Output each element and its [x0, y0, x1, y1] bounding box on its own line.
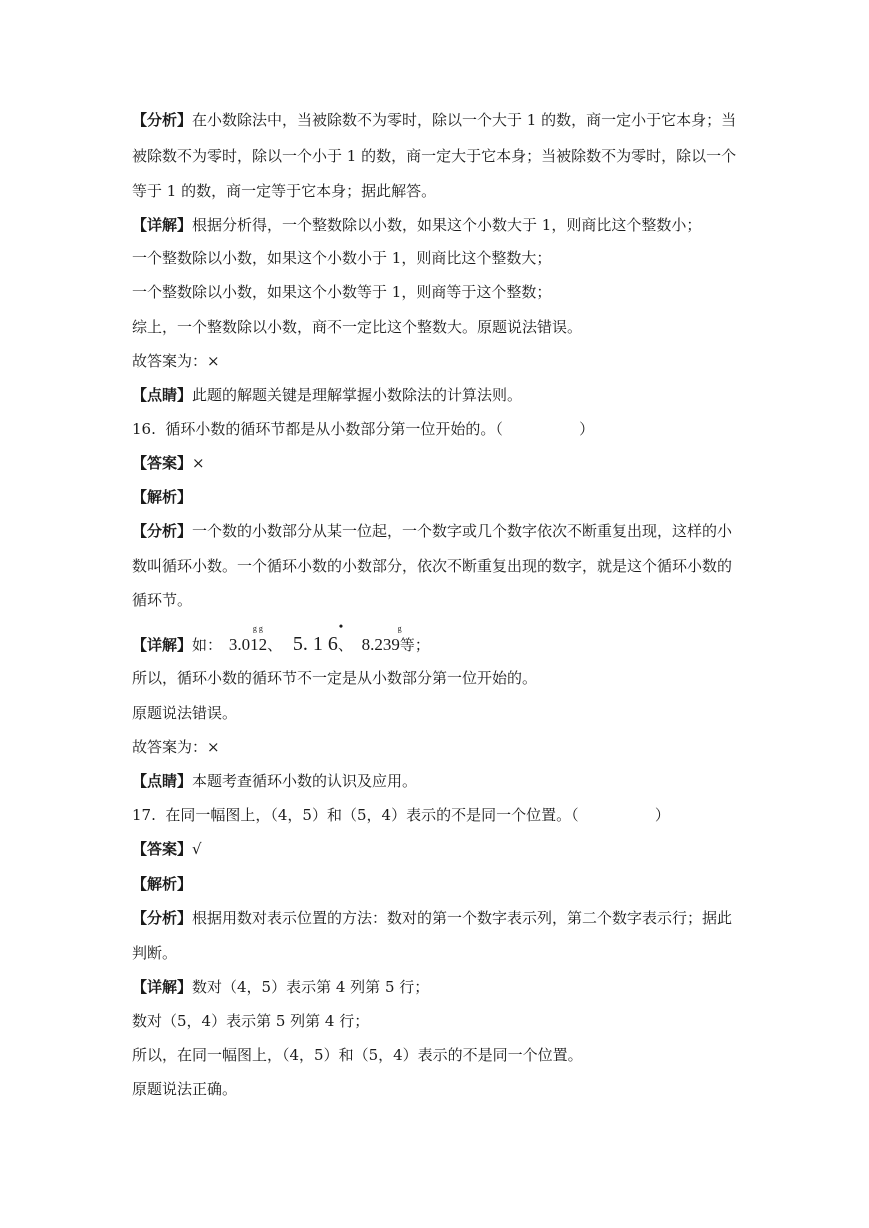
line-text: 根据分析得，一个整数除以小数，如果这个小数大于 1，则商比这个整数小；: [192, 216, 702, 234]
text-line: [132, 874, 742, 894]
decimal-digits: 5. 1 6: [292, 633, 338, 655]
question-text: 17. 在同一幅图上，（4，5）和（5，4）表示的不是同一个位置。（ ）: [132, 806, 670, 824]
text-line: [132, 351, 742, 371]
repeating-decimal-2: [292, 619, 344, 655]
text-line: [132, 1045, 742, 1065]
repeat-marks: g g: [252, 624, 263, 633]
question-text: 16. 循环小数的循环节都是从小数部分第一位开始的。（ ）: [132, 420, 595, 438]
text-line: [132, 521, 742, 541]
line-text: 数对（5，4）表示第 5 列第 4 行；: [132, 1012, 370, 1030]
line-text: 等于 1 的数，商一定等于它本身；据此解答。: [132, 182, 437, 200]
decimal-digits: 8.239: [361, 635, 400, 654]
text-line: [132, 1079, 742, 1099]
section-label: 【解析】: [132, 875, 193, 893]
section-label: 【答案】: [132, 454, 193, 472]
example-line: [132, 619, 742, 655]
section-label: 【分析】: [132, 111, 193, 129]
text-line: [132, 703, 742, 723]
text-line: [132, 908, 742, 928]
line-text: 原题说法错误。: [132, 704, 238, 722]
line-text: 根据用数对表示位置的方法：数对的第一个数字表示列，第二个数字表示行；据此: [192, 909, 733, 927]
line-text: 综上，一个整数除以小数，商不一定比这个整数大。原题说法错误。: [132, 318, 583, 336]
separator: 、: [337, 636, 353, 654]
text-line: [132, 181, 742, 201]
text-line: [132, 282, 742, 302]
section-label: 【分析】: [132, 522, 193, 540]
line-text: 数叫循环小数。一个循环小数的小数部分，依次不断重复出现的数字，就是这个循环小数的: [132, 557, 733, 575]
text-line: [132, 590, 742, 610]
line-text: 所以，在同一幅图上，（4，5）和（5，4）表示的不是同一个位置。: [132, 1046, 583, 1064]
line-text: 循环节。: [132, 591, 193, 609]
section-label: 【详解】: [132, 978, 193, 996]
line-text: 在小数除法中，当被除数不为零时，除以一个大于 1 的数，商一定小于它本身；当: [192, 111, 737, 129]
line-text: 被除数不为零时，除以一个小于 1 的数，商一定大于它本身；当被除数不为零时，除以一个: [132, 147, 737, 165]
line-text: 故答案为：×: [132, 352, 220, 370]
line-text: 一个整数除以小数，如果这个小数小于 1，则商比这个整数大；: [132, 249, 552, 267]
section-label: 【解析】: [132, 488, 193, 506]
text-line: [132, 317, 742, 337]
text-line: [132, 556, 742, 576]
text-line: [132, 1011, 742, 1031]
decimal-digits: 3.012: [228, 635, 268, 654]
text-line: [132, 487, 742, 507]
text-line: [132, 146, 742, 166]
line-text: 原题说法正确。: [132, 1080, 238, 1098]
text-line: [132, 453, 742, 473]
text-line: [132, 385, 742, 405]
section-label: 【详解】: [132, 636, 193, 654]
repeating-decimal-3: [361, 624, 402, 655]
example-suffix: 等；: [399, 636, 430, 654]
text-line: [132, 668, 742, 688]
text-line: [132, 839, 742, 859]
section-label: 【详解】: [132, 216, 193, 234]
answer-text: √: [192, 840, 202, 858]
line-text: 故答案为：×: [132, 738, 220, 756]
section-label: 【点睛】: [132, 772, 193, 790]
repeat-dot: •: [338, 619, 344, 633]
section-label: 【点睛】: [132, 386, 193, 404]
section-label: 【分析】: [132, 909, 193, 927]
line-text: 数对（4，5）表示第 4 列第 5 行；: [192, 978, 430, 996]
text-line: [132, 977, 742, 997]
example-prefix: 如：: [192, 636, 223, 654]
line-text: 本题考查循环小数的认识及应用。: [192, 772, 418, 790]
repeat-mark: g: [397, 624, 402, 633]
text-line: [132, 215, 742, 235]
answer-text: ×: [192, 454, 205, 472]
section-label: 【答案】: [132, 840, 193, 858]
text-line: [132, 943, 742, 963]
text-line: [132, 771, 742, 791]
question-line: [132, 805, 742, 825]
text-line: [132, 110, 742, 130]
text-line: [132, 248, 742, 268]
line-text: 一个数的小数部分从某一位起，一个数字或几个数字依次不断重复出现，这样的小: [192, 522, 733, 540]
line-text: 所以，循环小数的循环节不一定是从小数部分第一位开始的。: [132, 669, 538, 687]
line-text: 一个整数除以小数，如果这个小数等于 1，则商等于这个整数；: [132, 283, 552, 301]
question-line: [132, 419, 742, 439]
line-text: 判断。: [132, 944, 178, 962]
repeating-decimal-1: [228, 624, 268, 655]
text-line: [132, 737, 742, 757]
line-text: 此题的解题关键是理解掌握小数除法的计算法则。: [192, 386, 523, 404]
separator: 、: [267, 636, 283, 654]
